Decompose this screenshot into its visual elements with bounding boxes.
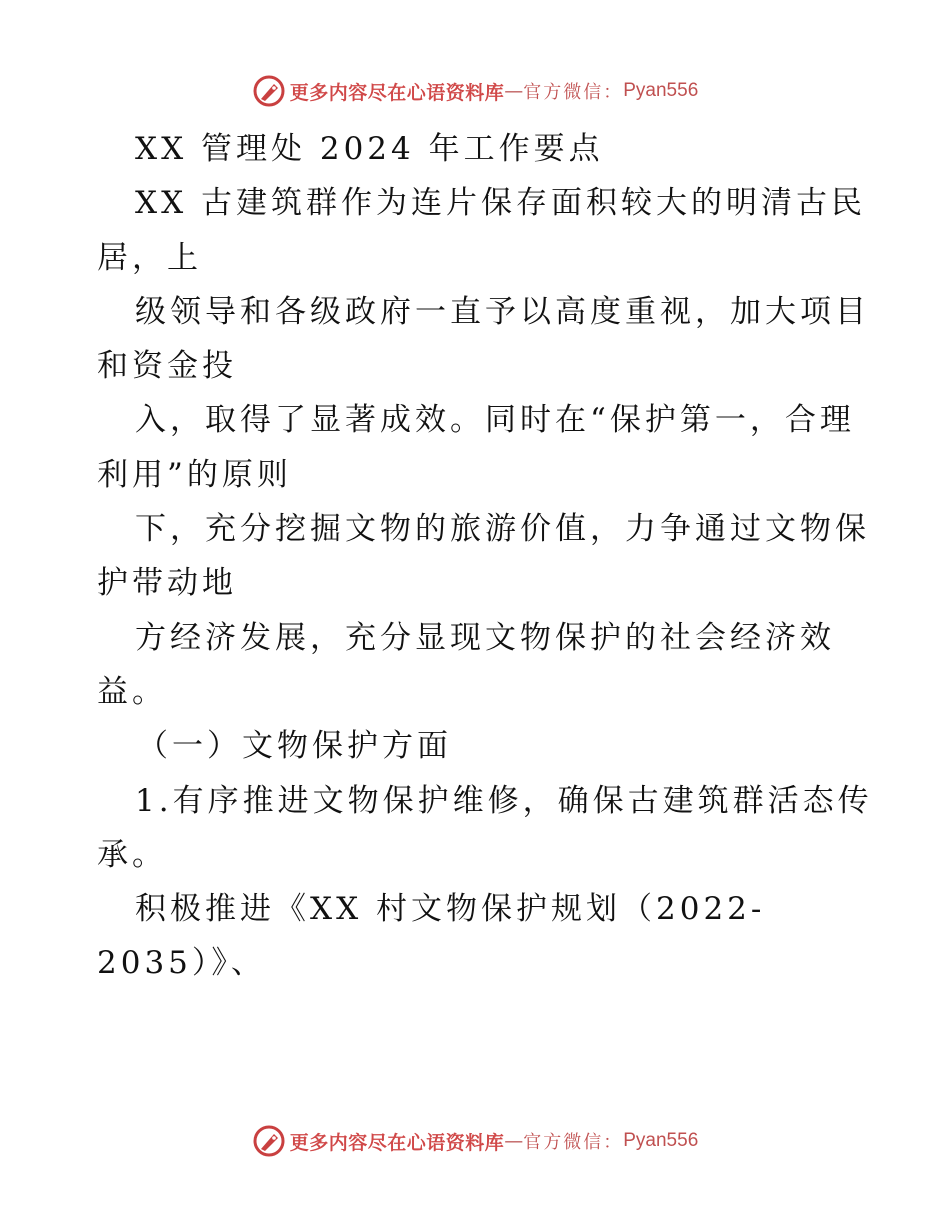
watermark-label: 官方微信： (523, 1132, 624, 1153)
paragraph-line: 承。 (97, 836, 167, 873)
paragraph-line: 积极推进《XX 村文物保护规划（2022- (135, 891, 766, 928)
pen-nib-circle-icon (252, 1124, 286, 1158)
paragraph-line: 和资金投 (97, 348, 237, 385)
paragraph-line: 护带动地 (97, 565, 237, 602)
watermark-separator: — (504, 80, 524, 102)
paragraph-line: 下，充分挖掘文物的旅游价值，力争通过文物保 (135, 511, 870, 548)
paragraph-line: 2035）》、 (97, 945, 266, 982)
watermark-brand-text: 更多内容尽在心语资料库 (289, 81, 505, 104)
document-body (97, 122, 873, 991)
footer-watermark (0, 1121, 950, 1161)
watermark-account: Pyan556 (623, 1130, 699, 1151)
watermark-brand-text: 更多内容尽在心语资料库 (289, 1131, 505, 1154)
subsection-heading: 1.有序推进文物保护维修，确保古建筑群活态传 (135, 782, 873, 819)
paragraph-line: 方经济发展，充分显现文物保护的社会经济效 (135, 619, 835, 656)
paragraph-line: 利用”的原则 (97, 456, 292, 493)
watermark-label: 官方微信： (523, 82, 624, 103)
watermark-separator: — (504, 1130, 524, 1152)
paragraph-line: 居，上 (97, 239, 202, 276)
watermark-account: Pyan556 (623, 80, 699, 101)
paragraph-line: XX 古建筑群作为连片保存面积较大的明清古民 (135, 185, 866, 222)
paragraph-line: 入，取得了显著成效。同时在“保护第一，合理 (135, 402, 855, 439)
paragraph-line: 级领导和各级政府一直予以高度重视，加大项目 (135, 293, 870, 330)
section-heading: （一）文物保护方面 (137, 728, 452, 765)
paragraph-line: 益。 (97, 673, 167, 710)
header-watermark (0, 71, 950, 111)
pen-nib-circle-icon (252, 74, 286, 108)
document-title: XX 管理处 2024 年工作要点 (135, 131, 604, 167)
